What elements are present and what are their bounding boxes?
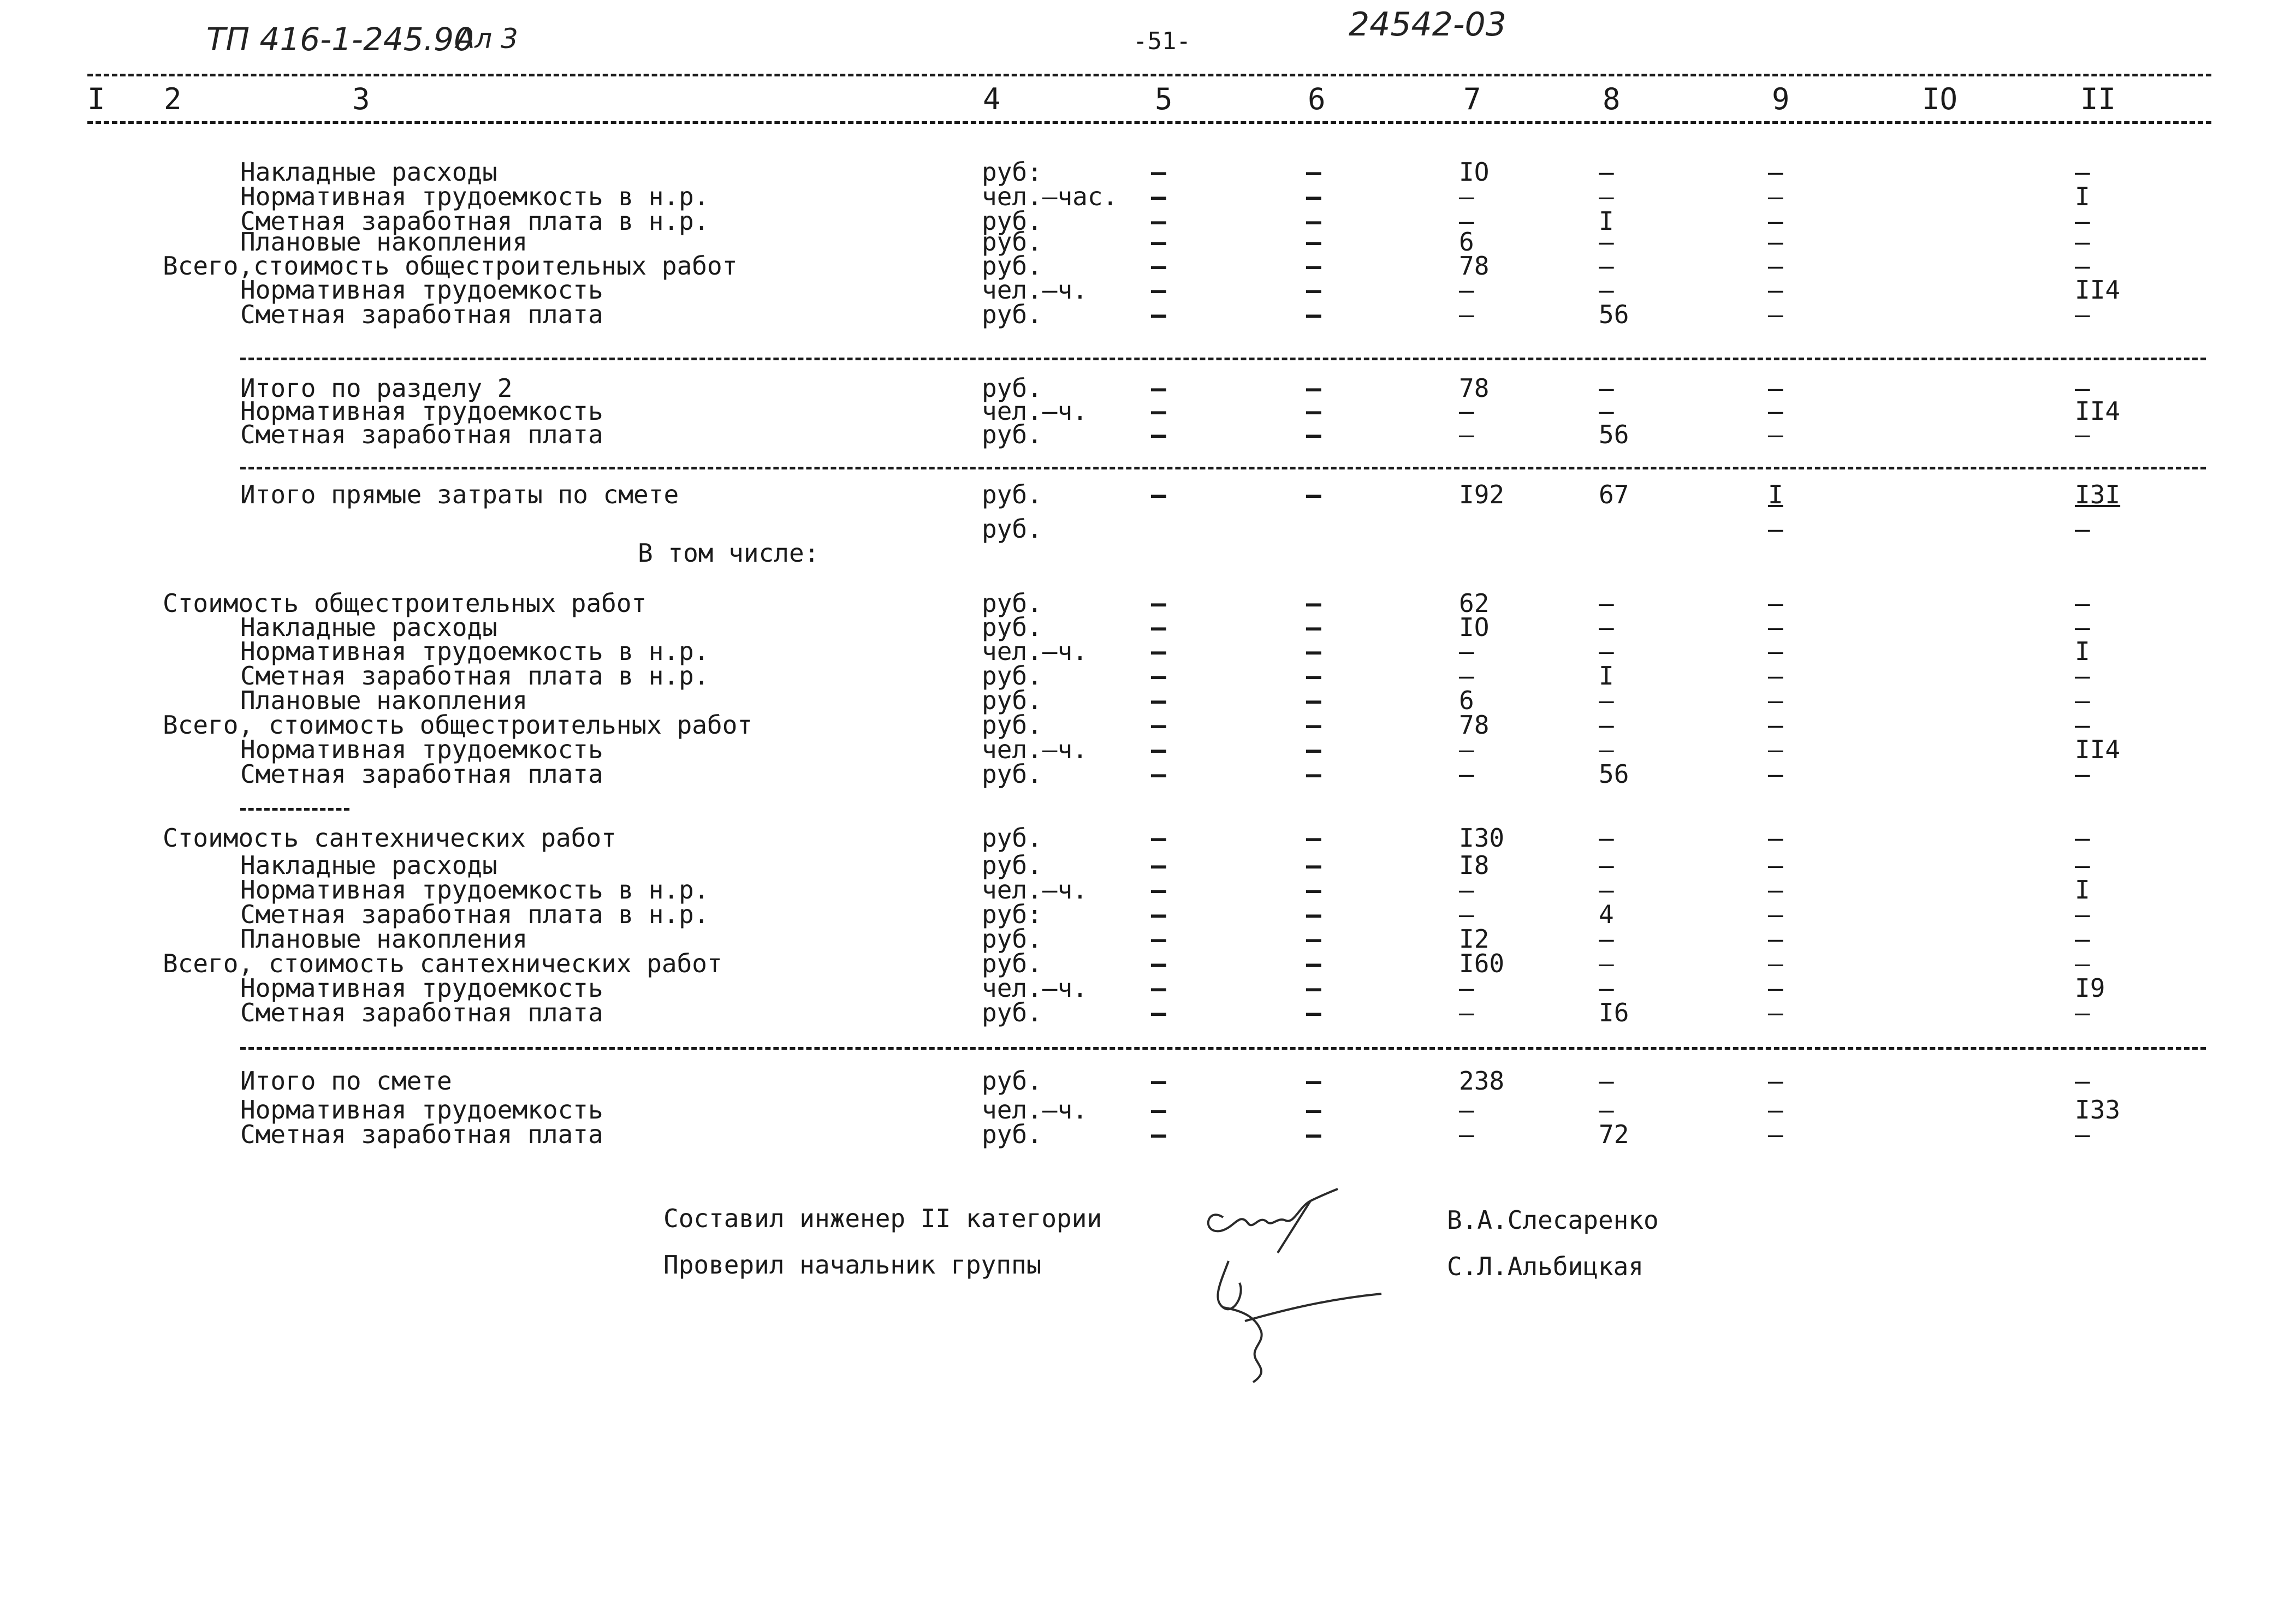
- table-row: [0, 1066, 2296, 1096]
- unit-cell: руб:: [982, 900, 1042, 929]
- col-header: I: [87, 82, 105, 116]
- cell-col11: –: [2075, 227, 2090, 257]
- cell-col6: –: [1306, 157, 1321, 187]
- cell-col8: –: [1599, 710, 1614, 740]
- unit-cell: чел.–ч.: [982, 973, 1088, 1003]
- table-row: [0, 823, 2296, 853]
- table-row: [0, 688, 2296, 713]
- cell-col11: –: [2075, 206, 2090, 236]
- cell-col5: –: [1151, 735, 1166, 764]
- cell-col9: –: [1768, 661, 1783, 691]
- cell-col8: –: [1599, 251, 1614, 281]
- unit-cell: чел.–час.: [982, 182, 1118, 211]
- cell-col11: –: [2075, 900, 2090, 929]
- table-row: [0, 737, 2296, 762]
- col-header: 9: [1772, 82, 1790, 116]
- cell-col6: –: [1306, 759, 1321, 789]
- cell-col9: I: [1768, 480, 1783, 509]
- col-header: 3: [352, 82, 370, 116]
- cell-col5: –: [1151, 661, 1166, 691]
- cell-col9: –: [1768, 1095, 1783, 1125]
- cell-col6: –: [1306, 182, 1321, 211]
- cell-col6: –: [1306, 924, 1321, 954]
- cell-col7: –: [1459, 637, 1474, 666]
- cell-col8: –: [1599, 182, 1614, 211]
- cell-col11: I33: [2075, 1095, 2121, 1125]
- header-rule-bottom: [87, 121, 2211, 124]
- row-label: Накладные расходы: [240, 157, 497, 187]
- cell-col8: –: [1599, 157, 1614, 187]
- row-label: Нормативная трудоемкость в н.р.: [240, 182, 709, 211]
- table-row: [0, 975, 2296, 1001]
- cell-col8: 56: [1599, 759, 1629, 789]
- cell-col6: –: [1306, 998, 1321, 1027]
- unit-cell: руб.: [982, 759, 1042, 789]
- cell-col5: –: [1151, 924, 1166, 954]
- cell-col11: –: [2075, 373, 2090, 403]
- unit-cell: чел.–ч.: [982, 396, 1088, 426]
- cell-col5: –: [1151, 949, 1166, 978]
- cell-col9: –: [1768, 875, 1783, 905]
- cell-col8: –: [1599, 1066, 1614, 1096]
- row-label: Всего, стоимость общестроительных работ: [163, 710, 753, 740]
- cell-col7: I60: [1459, 949, 1505, 978]
- cell-col11: I: [2075, 182, 2090, 211]
- unit-cell: руб.: [982, 612, 1042, 642]
- cell-col8: –: [1599, 396, 1614, 426]
- cell-col5: –: [1151, 1095, 1166, 1125]
- row-label: Итого по разделу 2: [240, 373, 513, 403]
- row-label: Стоимость общестроительных работ: [163, 588, 647, 618]
- row-label: Сметная заработная плата в н.р.: [240, 900, 709, 929]
- cell-col6: –: [1306, 480, 1321, 509]
- cell-col5: –: [1151, 227, 1166, 257]
- cell-col6: –: [1306, 227, 1321, 257]
- row-label: Сметная заработная плата в н.р.: [240, 206, 709, 236]
- cell-col5: –: [1151, 612, 1166, 642]
- table-row: [0, 1000, 2296, 1025]
- col-header: 6: [1308, 82, 1326, 116]
- cell-col9: –: [1768, 949, 1783, 978]
- cell-col8: –: [1599, 275, 1614, 305]
- cell-col9: –: [1768, 1066, 1783, 1096]
- doc-code: ТП 416-1-245.90: [206, 21, 474, 58]
- table-row: [0, 1122, 2296, 1147]
- cell-col6: –: [1306, 420, 1321, 449]
- cell-col8: –: [1599, 875, 1614, 905]
- cell-col9: –: [1768, 227, 1783, 257]
- cell-col9: –: [1768, 157, 1783, 187]
- cell-col11: –: [2075, 420, 2090, 449]
- unit-cell: руб.: [982, 206, 1042, 236]
- row-label: Итого прямые затраты по смете: [240, 480, 679, 509]
- unit-cell: руб.: [982, 924, 1042, 954]
- cell-col8: –: [1599, 686, 1614, 715]
- cell-col5: –: [1151, 396, 1166, 426]
- cell-col9: –: [1768, 735, 1783, 764]
- cell-col7: –: [1459, 998, 1474, 1027]
- cell-col5: –: [1151, 973, 1166, 1003]
- table-row: [0, 302, 2296, 327]
- cell-col9: –: [1768, 900, 1783, 929]
- unit-cell: руб.: [982, 710, 1042, 740]
- cell-col7: I30: [1459, 823, 1505, 853]
- col-header: IO: [1922, 82, 1958, 116]
- unit-cell: руб.: [982, 686, 1042, 715]
- cell-col7: 6: [1459, 686, 1474, 715]
- cell-col7: –: [1459, 1120, 1474, 1149]
- row-label: Нормативная трудоемкость: [240, 973, 603, 1003]
- cell-col9: –: [1768, 998, 1783, 1027]
- cell-col9: –: [1768, 612, 1783, 642]
- cell-col5: –: [1151, 850, 1166, 880]
- unit-cell: руб.: [982, 823, 1042, 853]
- cell-col7: –: [1459, 875, 1474, 905]
- checked-by-name: С.Л.Альбицкая: [1447, 1252, 1644, 1281]
- cell-col5: –: [1151, 251, 1166, 281]
- cell-col9: –: [1768, 973, 1783, 1003]
- cell-col7: 78: [1459, 251, 1490, 281]
- table-row: [0, 902, 2296, 927]
- table-row: [0, 924, 2296, 954]
- unit-cell: руб.: [982, 300, 1042, 329]
- cell-col5: –: [1151, 875, 1166, 905]
- cell-col7: –: [1459, 759, 1474, 789]
- cell-col5: –: [1151, 637, 1166, 666]
- unit-cell: чел.–ч.: [982, 275, 1088, 305]
- cell-col7: –: [1459, 396, 1474, 426]
- cell-col8: –: [1599, 973, 1614, 1003]
- signature-checker: [1196, 1256, 1387, 1387]
- cell-col7: –: [1459, 182, 1474, 211]
- unit-cell: руб.: [982, 1066, 1042, 1096]
- unit-cell: руб.: [982, 588, 1042, 618]
- row-label: Нормативная трудоемкость: [240, 735, 603, 764]
- cell-col11: I: [2075, 875, 2090, 905]
- row-label: Сметная заработная плата: [240, 998, 603, 1027]
- cell-col8: –: [1599, 823, 1614, 853]
- unit-cell: руб.: [982, 1120, 1042, 1149]
- compiled-by-name: В.А.Слесаренко: [1447, 1205, 1659, 1235]
- cell-col6: –: [1306, 1120, 1321, 1149]
- cell-col5: –: [1151, 373, 1166, 403]
- cell-col6: –: [1306, 300, 1321, 329]
- cell-col8: I: [1599, 206, 1614, 236]
- cell-col6: –: [1306, 1066, 1321, 1096]
- cell-col8: –: [1599, 949, 1614, 978]
- cell-col7: –: [1459, 735, 1474, 764]
- cell-col9: –: [1768, 396, 1783, 426]
- cell-col9: –: [1768, 710, 1783, 740]
- inventory-number: 24542-03: [1349, 5, 1506, 44]
- cell-col11: –: [2075, 686, 2090, 715]
- col-header: 5: [1155, 82, 1173, 116]
- cell-col6: –: [1306, 206, 1321, 236]
- album-number: Ал 3: [456, 23, 518, 55]
- cell-col9: –: [1768, 823, 1783, 853]
- cell-col5: –: [1151, 900, 1166, 929]
- cell-col6: –: [1306, 251, 1321, 281]
- cell-col6: –: [1306, 900, 1321, 929]
- cell-col5: –: [1151, 182, 1166, 211]
- signature-compiler: [1196, 1185, 1349, 1261]
- cell-col5: –: [1151, 686, 1166, 715]
- row-label: Плановые накопления: [240, 924, 528, 954]
- cell-col5: –: [1151, 206, 1166, 236]
- cell-col11: –: [2075, 251, 2090, 281]
- cell-col7: 78: [1459, 373, 1490, 403]
- row-label: Сметная заработная плата: [240, 420, 603, 449]
- cell-col8: –: [1599, 612, 1614, 642]
- cell-col5: –: [1151, 1120, 1166, 1149]
- cell-col9: –: [1768, 420, 1783, 449]
- checked-by-label: Проверил начальник группы: [663, 1250, 1042, 1280]
- cell-col8: I6: [1599, 998, 1629, 1027]
- cell-col9: –: [1768, 759, 1783, 789]
- cell-col11: I3I: [2075, 480, 2121, 509]
- table-row: [0, 516, 2296, 542]
- unit-cell: чел.–ч.: [982, 735, 1088, 764]
- unit-cell: руб.: [982, 251, 1042, 281]
- unit-cell: руб.: [982, 998, 1042, 1027]
- cell-col9: –: [1768, 373, 1783, 403]
- cell-col11: –: [2075, 300, 2090, 329]
- table-row: [0, 159, 2296, 185]
- cell-col11: –: [2075, 710, 2090, 740]
- cell-col5: –: [1151, 759, 1166, 789]
- cell-col5: –: [1151, 823, 1166, 853]
- cell-col8: –: [1599, 373, 1614, 403]
- cell-col11: –: [2075, 924, 2090, 954]
- cell-col8: –: [1599, 637, 1614, 666]
- cell-col8: –: [1599, 850, 1614, 880]
- cell-col9: –: [1768, 1120, 1783, 1149]
- cell-col11: –: [2075, 949, 2090, 978]
- unit-cell: чел.–ч.: [982, 875, 1088, 905]
- cell-col8: 67: [1599, 480, 1629, 509]
- unit-cell: чел.–ч.: [982, 1095, 1088, 1125]
- section-rule: [240, 808, 349, 811]
- cell-col11: –: [2075, 514, 2090, 544]
- cell-col8: –: [1599, 1095, 1614, 1125]
- cell-col5: –: [1151, 300, 1166, 329]
- cell-col11: –: [2075, 823, 2090, 853]
- cell-col9: –: [1768, 182, 1783, 211]
- cell-col9: –: [1768, 850, 1783, 880]
- cell-col6: –: [1306, 850, 1321, 880]
- cell-col11: –: [2075, 157, 2090, 187]
- table-row: [0, 850, 2296, 880]
- row-label: Сметная заработная плата в н.р.: [240, 661, 709, 691]
- unit-cell: руб.: [982, 514, 1042, 544]
- cell-col8: –: [1599, 588, 1614, 618]
- unit-cell: руб.: [982, 850, 1042, 880]
- table-row: [0, 184, 2296, 209]
- cell-col8: 72: [1599, 1120, 1629, 1149]
- table-row: [0, 639, 2296, 664]
- unit-cell: чел.–ч.: [982, 637, 1088, 666]
- cell-col8: –: [1599, 924, 1614, 954]
- unit-cell: руб:: [982, 157, 1042, 187]
- cell-col6: –: [1306, 949, 1321, 978]
- cell-col7: –: [1459, 275, 1474, 305]
- row-label: Сметная заработная плата: [240, 759, 603, 789]
- unit-cell: руб.: [982, 227, 1042, 257]
- cell-col6: –: [1306, 823, 1321, 853]
- col-header: 8: [1603, 82, 1621, 116]
- unit-cell: руб.: [982, 420, 1042, 449]
- cell-col8: I: [1599, 661, 1614, 691]
- cell-col9: –: [1768, 275, 1783, 305]
- cell-col8: 56: [1599, 300, 1629, 329]
- cell-col6: –: [1306, 735, 1321, 764]
- section-rule: [240, 1047, 2206, 1050]
- cell-col7: 62: [1459, 588, 1490, 618]
- cell-col7: –: [1459, 1095, 1474, 1125]
- cell-col6: –: [1306, 275, 1321, 305]
- row-label: Стоимость сантехнических работ: [163, 823, 616, 853]
- row-label: Итого по смете: [240, 1066, 452, 1096]
- cell-col6: –: [1306, 396, 1321, 426]
- table-row: [0, 275, 2296, 305]
- cell-col6: –: [1306, 710, 1321, 740]
- table-row: [0, 1095, 2296, 1125]
- row-label: Нормативная трудоемкость в н.р.: [240, 875, 709, 905]
- unit-cell: руб.: [982, 480, 1042, 509]
- cell-col11: –: [2075, 850, 2090, 880]
- row-label: Нормативная трудоемкость: [240, 1095, 603, 1125]
- row-label: Нормативная трудоемкость: [240, 275, 603, 305]
- cell-col11: II4: [2075, 735, 2121, 764]
- row-label: Всего,стоимость общестроительных работ: [163, 251, 738, 281]
- table-row: [0, 482, 2296, 507]
- cell-col11: –: [2075, 588, 2090, 618]
- cell-col11: –: [2075, 998, 2090, 1027]
- table-row: [0, 661, 2296, 691]
- cell-col5: –: [1151, 157, 1166, 187]
- row-label: Всего, стоимость сантехнических работ: [163, 949, 722, 978]
- row-label: Сметная заработная плата: [240, 1120, 603, 1149]
- cell-col11: I: [2075, 637, 2090, 666]
- cell-col11: I9: [2075, 973, 2105, 1003]
- cell-col9: –: [1768, 514, 1783, 544]
- cell-col7: –: [1459, 420, 1474, 449]
- table-row: [0, 540, 2296, 566]
- row-label: Нормативная трудоемкость: [240, 396, 603, 426]
- cell-col6: –: [1306, 588, 1321, 618]
- cell-col7: I2: [1459, 924, 1490, 954]
- cell-col5: –: [1151, 480, 1166, 509]
- cell-col5: –: [1151, 420, 1166, 449]
- cell-col6: –: [1306, 661, 1321, 691]
- table-row: [0, 759, 2296, 789]
- cell-col9: –: [1768, 300, 1783, 329]
- cell-col8: –: [1599, 735, 1614, 764]
- cell-col7: 6: [1459, 227, 1474, 257]
- cell-col5: –: [1151, 275, 1166, 305]
- cell-col5: –: [1151, 1066, 1166, 1096]
- cell-col6: –: [1306, 875, 1321, 905]
- col-header: II: [2080, 82, 2116, 116]
- cell-col5: –: [1151, 588, 1166, 618]
- cell-col9: –: [1768, 924, 1783, 954]
- table-row: [0, 875, 2296, 905]
- cell-col7: –: [1459, 206, 1474, 236]
- row-label: В том числе:: [638, 538, 820, 568]
- cell-col7: 78: [1459, 710, 1490, 740]
- unit-cell: руб.: [982, 949, 1042, 978]
- cell-col7: I92: [1459, 480, 1505, 509]
- table-row: [0, 710, 2296, 740]
- cell-col6: –: [1306, 373, 1321, 403]
- row-label: Плановые накопления: [240, 227, 528, 257]
- cell-col7: I8: [1459, 850, 1490, 880]
- col-header: 7: [1463, 82, 1481, 116]
- cell-col7: –: [1459, 300, 1474, 329]
- cell-col6: –: [1306, 973, 1321, 1003]
- cell-col11: –: [2075, 1120, 2090, 1149]
- cell-col8: 56: [1599, 420, 1629, 449]
- cell-col11: II4: [2075, 275, 2121, 305]
- cell-col7: 238: [1459, 1066, 1505, 1096]
- unit-cell: руб.: [982, 373, 1042, 403]
- row-label: Нормативная трудоемкость в н.р.: [240, 637, 709, 666]
- cell-col6: –: [1306, 686, 1321, 715]
- cell-col9: –: [1768, 588, 1783, 618]
- cell-col9: –: [1768, 251, 1783, 281]
- cell-col9: –: [1768, 686, 1783, 715]
- row-label: Накладные расходы: [240, 612, 497, 642]
- cell-col11: –: [2075, 759, 2090, 789]
- cell-col8: 4: [1599, 900, 1614, 929]
- cell-col11: –: [2075, 1066, 2090, 1096]
- unit-cell: руб.: [982, 661, 1042, 691]
- header-rule-top: [87, 74, 2211, 76]
- cell-col6: –: [1306, 1095, 1321, 1125]
- cell-col6: –: [1306, 637, 1321, 666]
- cell-col6: –: [1306, 612, 1321, 642]
- cell-col9: –: [1768, 206, 1783, 236]
- cell-col11: –: [2075, 661, 2090, 691]
- cell-col7: IO: [1459, 157, 1490, 187]
- col-header: 2: [164, 82, 182, 116]
- cell-col11: –: [2075, 612, 2090, 642]
- cell-col5: –: [1151, 998, 1166, 1027]
- cell-col11: II4: [2075, 396, 2121, 426]
- row-label: Сметная заработная плата: [240, 300, 603, 329]
- row-label: Накладные расходы: [240, 850, 497, 880]
- cell-col7: –: [1459, 973, 1474, 1003]
- table-row: [0, 951, 2296, 976]
- cell-col7: IO: [1459, 612, 1490, 642]
- section-rule: [240, 467, 2206, 469]
- cell-col7: –: [1459, 900, 1474, 929]
- section-rule: [240, 358, 2206, 360]
- row-label: Плановые накопления: [240, 686, 528, 715]
- cell-col5: –: [1151, 710, 1166, 740]
- col-header: 4: [983, 82, 1001, 116]
- compiled-by-label: Составил инженер II категории: [663, 1204, 1102, 1233]
- cell-col8: –: [1599, 227, 1614, 257]
- cell-col7: –: [1459, 661, 1474, 691]
- cell-col9: –: [1768, 637, 1783, 666]
- table-row: [0, 422, 2296, 447]
- page-number: -51-: [1133, 27, 1191, 55]
